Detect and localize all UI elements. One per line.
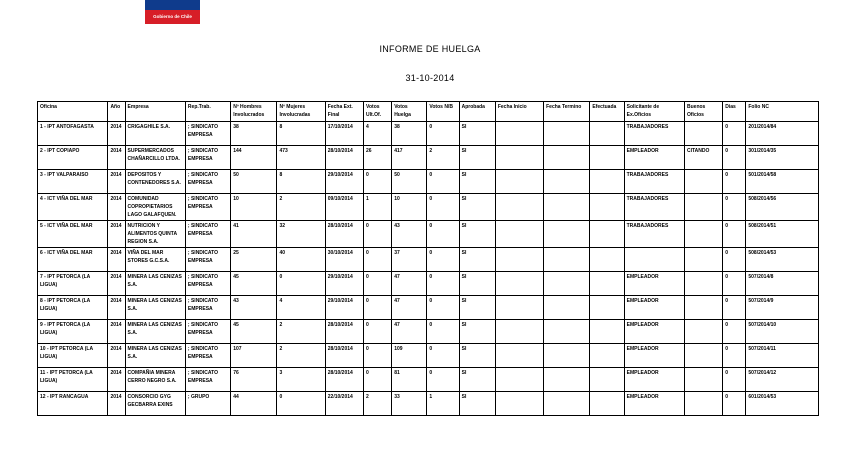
table-cell: TRABAJADORES: [624, 221, 684, 248]
table-cell: SI: [459, 320, 495, 344]
table-cell: 29/10/2014: [325, 170, 363, 194]
table-cell: EMPLEADOR: [624, 344, 684, 368]
table-cell: 2014: [108, 272, 125, 296]
table-cell: 301/2014/35: [746, 146, 819, 170]
table-cell: [590, 221, 624, 248]
table-row: [38, 122, 819, 146]
table-cell: [590, 122, 624, 146]
table-cell: [495, 248, 543, 272]
table-cell: SUPERMERCADOS CHAÑARCILLO LTDA.: [125, 146, 185, 170]
table-cell: 0: [427, 344, 459, 368]
report-title: INFORME DE HUELGA: [379, 44, 481, 54]
table-cell: 508/2014/53: [746, 248, 819, 272]
table-row: [38, 368, 819, 392]
table-cell: 0: [427, 272, 459, 296]
table-cell: 12 - IPT RANCAGUA: [38, 392, 108, 416]
table-cell: 47: [392, 272, 427, 296]
table-cell: 0: [723, 344, 746, 368]
table-row: [38, 248, 819, 272]
column-header: Fecha Termino: [544, 102, 590, 122]
table-cell: ; SINDICATO EMPRESA: [185, 272, 230, 296]
table-cell: 45: [231, 272, 277, 296]
column-header: Folio NC: [746, 102, 819, 122]
table-cell: 37: [392, 248, 427, 272]
table-cell: 507/2014/10: [746, 320, 819, 344]
table-cell: 4 - ICT VIÑA DEL MAR: [38, 194, 108, 221]
table-cell: 507/2014/12: [746, 368, 819, 392]
table-cell: [544, 272, 590, 296]
table-cell: [685, 320, 723, 344]
table-cell: [685, 122, 723, 146]
table-cell: 30/10/2014: [325, 248, 363, 272]
table-cell: 2 - IPT COPIAPO: [38, 146, 108, 170]
table-row: [38, 392, 819, 416]
table-cell: EMPLEADOR: [624, 146, 684, 170]
table-cell: 2014: [108, 146, 125, 170]
column-header: Año: [108, 102, 125, 122]
table-cell: 4: [277, 296, 325, 320]
table-cell: 0: [723, 146, 746, 170]
report-date: 31-10-2014: [405, 73, 455, 83]
table-cell: 8: [277, 122, 325, 146]
table-cell: 0: [364, 368, 392, 392]
table-cell: 473: [277, 146, 325, 170]
table-cell: SI: [459, 392, 495, 416]
table-cell: ; SINDICATO EMPRESA: [185, 248, 230, 272]
table-cell: 507/2014/8: [746, 272, 819, 296]
column-header: Fecha Inicio: [495, 102, 543, 122]
table-cell: 10: [231, 194, 277, 221]
table-cell: 10 - IPT PETORCA (LA LIGUA): [38, 344, 108, 368]
table-cell: [495, 146, 543, 170]
table-row: [38, 146, 819, 170]
table-cell: 81: [392, 368, 427, 392]
table-cell: [544, 320, 590, 344]
table-cell: ; SINDICATO EMPRESA: [185, 221, 230, 248]
table-cell: 0: [723, 392, 746, 416]
table-cell: NUTRICION Y ALIMENTOS QUINTA REGION S.A.: [125, 221, 185, 248]
table-cell: VIÑA DEL MAR STORES G.C.S.A.: [125, 248, 185, 272]
table-cell: [685, 221, 723, 248]
table-cell: 2014: [108, 221, 125, 248]
column-header: Oficina: [38, 102, 108, 122]
table-cell: 0: [427, 122, 459, 146]
table-cell: 0: [427, 368, 459, 392]
table-cell: ; SINDICATO EMPRESA: [185, 146, 230, 170]
table-cell: 0: [364, 221, 392, 248]
table-cell: SI: [459, 194, 495, 221]
table-row: [38, 272, 819, 296]
column-header: Empresa: [125, 102, 185, 122]
table-cell: 2: [427, 146, 459, 170]
table-cell: SI: [459, 296, 495, 320]
table-cell: 38: [392, 122, 427, 146]
table-cell: SI: [459, 146, 495, 170]
table-cell: 26: [364, 146, 392, 170]
table-cell: 50: [392, 170, 427, 194]
table-row: [38, 194, 819, 221]
table-cell: 109: [392, 344, 427, 368]
table-cell: 41: [231, 221, 277, 248]
table-cell: 501/2014/58: [746, 170, 819, 194]
table-cell: [590, 344, 624, 368]
table-cell: SI: [459, 344, 495, 368]
table-cell: TRABAJADORES: [624, 170, 684, 194]
column-header: Nº Hombres Involucrados: [231, 102, 277, 122]
table-cell: [544, 296, 590, 320]
table-cell: 0: [427, 221, 459, 248]
table-cell: [544, 248, 590, 272]
table-cell: ; GRUPO: [185, 392, 230, 416]
table-cell: [495, 320, 543, 344]
table-cell: [544, 221, 590, 248]
table-cell: 28/10/2014: [325, 320, 363, 344]
table-cell: 0: [364, 344, 392, 368]
table-cell: EMPLEADOR: [624, 392, 684, 416]
table-cell: ; SINDICATO EMPRESA: [185, 320, 230, 344]
table-cell: ; SINDICATO EMPRESA: [185, 194, 230, 221]
table-cell: 417: [392, 146, 427, 170]
table-row: [38, 296, 819, 320]
table-cell: 7 - IPT PETORCA (LA LIGUA): [38, 272, 108, 296]
table-cell: 2014: [108, 122, 125, 146]
table-cell: CITANDO: [685, 146, 723, 170]
table-cell: EMPLEADOR: [624, 296, 684, 320]
table-cell: SI: [459, 122, 495, 146]
table-cell: 25: [231, 248, 277, 272]
table-cell: [590, 296, 624, 320]
table-cell: 0: [723, 368, 746, 392]
column-header: Buenos Oficios: [685, 102, 723, 122]
table-cell: ; SINDICATO EMPRESA: [185, 344, 230, 368]
table-cell: [590, 320, 624, 344]
table-cell: 0: [427, 170, 459, 194]
table-cell: 3: [277, 368, 325, 392]
column-header: Votos Huelga: [392, 102, 427, 122]
table-cell: DEPOSITOS Y CONTENEDORES S.A.: [125, 170, 185, 194]
table-row: [38, 320, 819, 344]
table-cell: 2014: [108, 344, 125, 368]
table-cell: 45: [231, 320, 277, 344]
table-cell: 47: [392, 320, 427, 344]
table-cell: 4: [364, 122, 392, 146]
table-cell: 0: [723, 194, 746, 221]
table-cell: 2014: [108, 368, 125, 392]
table-cell: [590, 272, 624, 296]
table-cell: [544, 344, 590, 368]
column-header: Votos N/B: [427, 102, 459, 122]
table-cell: 0: [277, 272, 325, 296]
table-cell: [495, 221, 543, 248]
table-cell: [590, 392, 624, 416]
table-cell: 8: [277, 170, 325, 194]
table-cell: [495, 344, 543, 368]
table-cell: [685, 392, 723, 416]
table-cell: [544, 170, 590, 194]
table-cell: EMPLEADOR: [624, 272, 684, 296]
table-cell: ; SINDICATO EMPRESA: [185, 170, 230, 194]
table-cell: 0: [364, 170, 392, 194]
table-cell: 28/10/2014: [325, 221, 363, 248]
column-header: Efectuada: [590, 102, 624, 122]
table-header-row: [38, 102, 819, 122]
table-cell: 2014: [108, 194, 125, 221]
table-cell: 9 - IPT PETORCA (LA LIGUA): [38, 320, 108, 344]
table-cell: 33: [392, 392, 427, 416]
table-cell: 50: [231, 170, 277, 194]
table-cell: [544, 194, 590, 221]
table-cell: 40: [277, 248, 325, 272]
table-cell: ; SINDICATO EMPRESA: [185, 368, 230, 392]
table-cell: 2014: [108, 320, 125, 344]
table-cell: 0: [723, 272, 746, 296]
table-cell: 1: [364, 194, 392, 221]
table-cell: 201/2014/84: [746, 122, 819, 146]
table-cell: 0: [427, 320, 459, 344]
table-cell: [544, 122, 590, 146]
table-cell: [685, 170, 723, 194]
table-cell: 38: [231, 122, 277, 146]
table-cell: 2: [277, 320, 325, 344]
table-cell: [685, 194, 723, 221]
table-cell: [590, 248, 624, 272]
column-header: Rep.Trab.: [185, 102, 230, 122]
table-body: [38, 122, 819, 416]
table-cell: [590, 194, 624, 221]
table-cell: EMPLEADOR: [624, 368, 684, 392]
table-cell: 2: [364, 392, 392, 416]
table-cell: 6 - ICT VIÑA DEL MAR: [38, 248, 108, 272]
table-cell: 0: [277, 392, 325, 416]
table-cell: 0: [364, 296, 392, 320]
table-row: [38, 344, 819, 368]
table-cell: CRIGAGHILE S.A.: [125, 122, 185, 146]
table-cell: [590, 170, 624, 194]
table-cell: TRABAJADORES: [624, 122, 684, 146]
table-cell: MINERA LAS CENIZAS S.A.: [125, 272, 185, 296]
table-cell: 29/10/2014: [325, 272, 363, 296]
table-cell: [685, 248, 723, 272]
table-cell: 107: [231, 344, 277, 368]
table-cell: ; SINDICATO EMPRESA: [185, 122, 230, 146]
table-cell: [685, 344, 723, 368]
table-cell: 2: [277, 194, 325, 221]
table-cell: 22/10/2014: [325, 392, 363, 416]
government-logo: Gobierno de Chile: [145, 10, 200, 24]
table-cell: [590, 368, 624, 392]
column-header: Solicitante de Ex.Oficios: [624, 102, 684, 122]
table-cell: 76: [231, 368, 277, 392]
table-cell: 1: [427, 392, 459, 416]
table-cell: 0: [427, 248, 459, 272]
table-cell: 0: [723, 221, 746, 248]
table-cell: COMUNIDAD COPROPIETARIOS LAGO GALAFQUEN.: [125, 194, 185, 221]
column-header: Aprobada: [459, 102, 495, 122]
table-cell: SI: [459, 272, 495, 296]
table-cell: [544, 368, 590, 392]
table-cell: 3 - IPT VALPARAISO: [38, 170, 108, 194]
table-cell: 0: [364, 272, 392, 296]
table-cell: [495, 122, 543, 146]
table-row: [38, 170, 819, 194]
table-cell: [544, 146, 590, 170]
table-cell: SI: [459, 248, 495, 272]
strike-report-table: [37, 101, 819, 416]
table-cell: 2014: [108, 170, 125, 194]
table-cell: TRABAJADORES: [624, 194, 684, 221]
table-cell: 507/2014/9: [746, 296, 819, 320]
table-cell: 2014: [108, 296, 125, 320]
table-cell: [685, 368, 723, 392]
table-cell: 43: [231, 296, 277, 320]
column-header: Fecha Ext. Final: [325, 102, 363, 122]
table-cell: MINERA LAS CENIZAS S.A.: [125, 296, 185, 320]
table-cell: [495, 392, 543, 416]
table-cell: [590, 146, 624, 170]
table-cell: EMPLEADOR: [624, 320, 684, 344]
table-cell: 10: [392, 194, 427, 221]
table-cell: 0: [723, 122, 746, 146]
table-cell: 5 - ICT VIÑA DEL MAR: [38, 221, 108, 248]
table-cell: 8 - IPT PETORCA (LA LIGUA): [38, 296, 108, 320]
table-cell: [495, 194, 543, 221]
table-cell: 0: [427, 296, 459, 320]
table-cell: [685, 272, 723, 296]
table-cell: 2014: [108, 392, 125, 416]
table-cell: 43: [392, 221, 427, 248]
table-cell: 1 - IPT ANTOFAGASTA: [38, 122, 108, 146]
table-cell: [495, 368, 543, 392]
table-cell: 17/10/2014: [325, 122, 363, 146]
table-cell: SI: [459, 170, 495, 194]
table-cell: 508/2014/51: [746, 221, 819, 248]
table-cell: ; SINDICATO EMPRESA: [185, 296, 230, 320]
table-cell: 2: [277, 344, 325, 368]
table-cell: SI: [459, 221, 495, 248]
table-cell: 0: [723, 170, 746, 194]
table-cell: 0: [723, 248, 746, 272]
table-cell: CONSORCIO GYG GECBARRA EXINS: [125, 392, 185, 416]
table-cell: SI: [459, 368, 495, 392]
table-cell: COMPAÑIA MINERA CERRO NEGRO S.A.: [125, 368, 185, 392]
table-cell: 144: [231, 146, 277, 170]
column-header: Nº Mujeres Involucradas: [277, 102, 325, 122]
table-cell: MINERA LAS CENIZAS S.A.: [125, 344, 185, 368]
table-cell: 507/2014/11: [746, 344, 819, 368]
table-cell: 44: [231, 392, 277, 416]
table-cell: 2014: [108, 248, 125, 272]
table-cell: [495, 296, 543, 320]
table-cell: [624, 248, 684, 272]
table-cell: 28/10/2014: [325, 368, 363, 392]
table-cell: 11 - IPT PETORCA (LA LIGUA): [38, 368, 108, 392]
table-cell: 09/10/2014: [325, 194, 363, 221]
table-cell: 0: [723, 296, 746, 320]
table-cell: [685, 296, 723, 320]
table-cell: 601/2014/53: [746, 392, 819, 416]
table-cell: 28/10/2014: [325, 344, 363, 368]
table-cell: 508/2014/56: [746, 194, 819, 221]
table-cell: 32: [277, 221, 325, 248]
column-header: Votos Ult.Of.: [364, 102, 392, 122]
table-cell: 0: [364, 248, 392, 272]
column-header: Dias: [723, 102, 746, 122]
table-cell: 0: [723, 320, 746, 344]
table-cell: 28/10/2014: [325, 146, 363, 170]
table-row: [38, 221, 819, 248]
table-cell: [495, 272, 543, 296]
table-cell: 0: [427, 194, 459, 221]
table-cell: MINERA LAS CENIZAS S.A.: [125, 320, 185, 344]
table-cell: [495, 170, 543, 194]
table-cell: 47: [392, 296, 427, 320]
table-cell: 0: [364, 320, 392, 344]
table-cell: 29/10/2014: [325, 296, 363, 320]
table-cell: [544, 392, 590, 416]
